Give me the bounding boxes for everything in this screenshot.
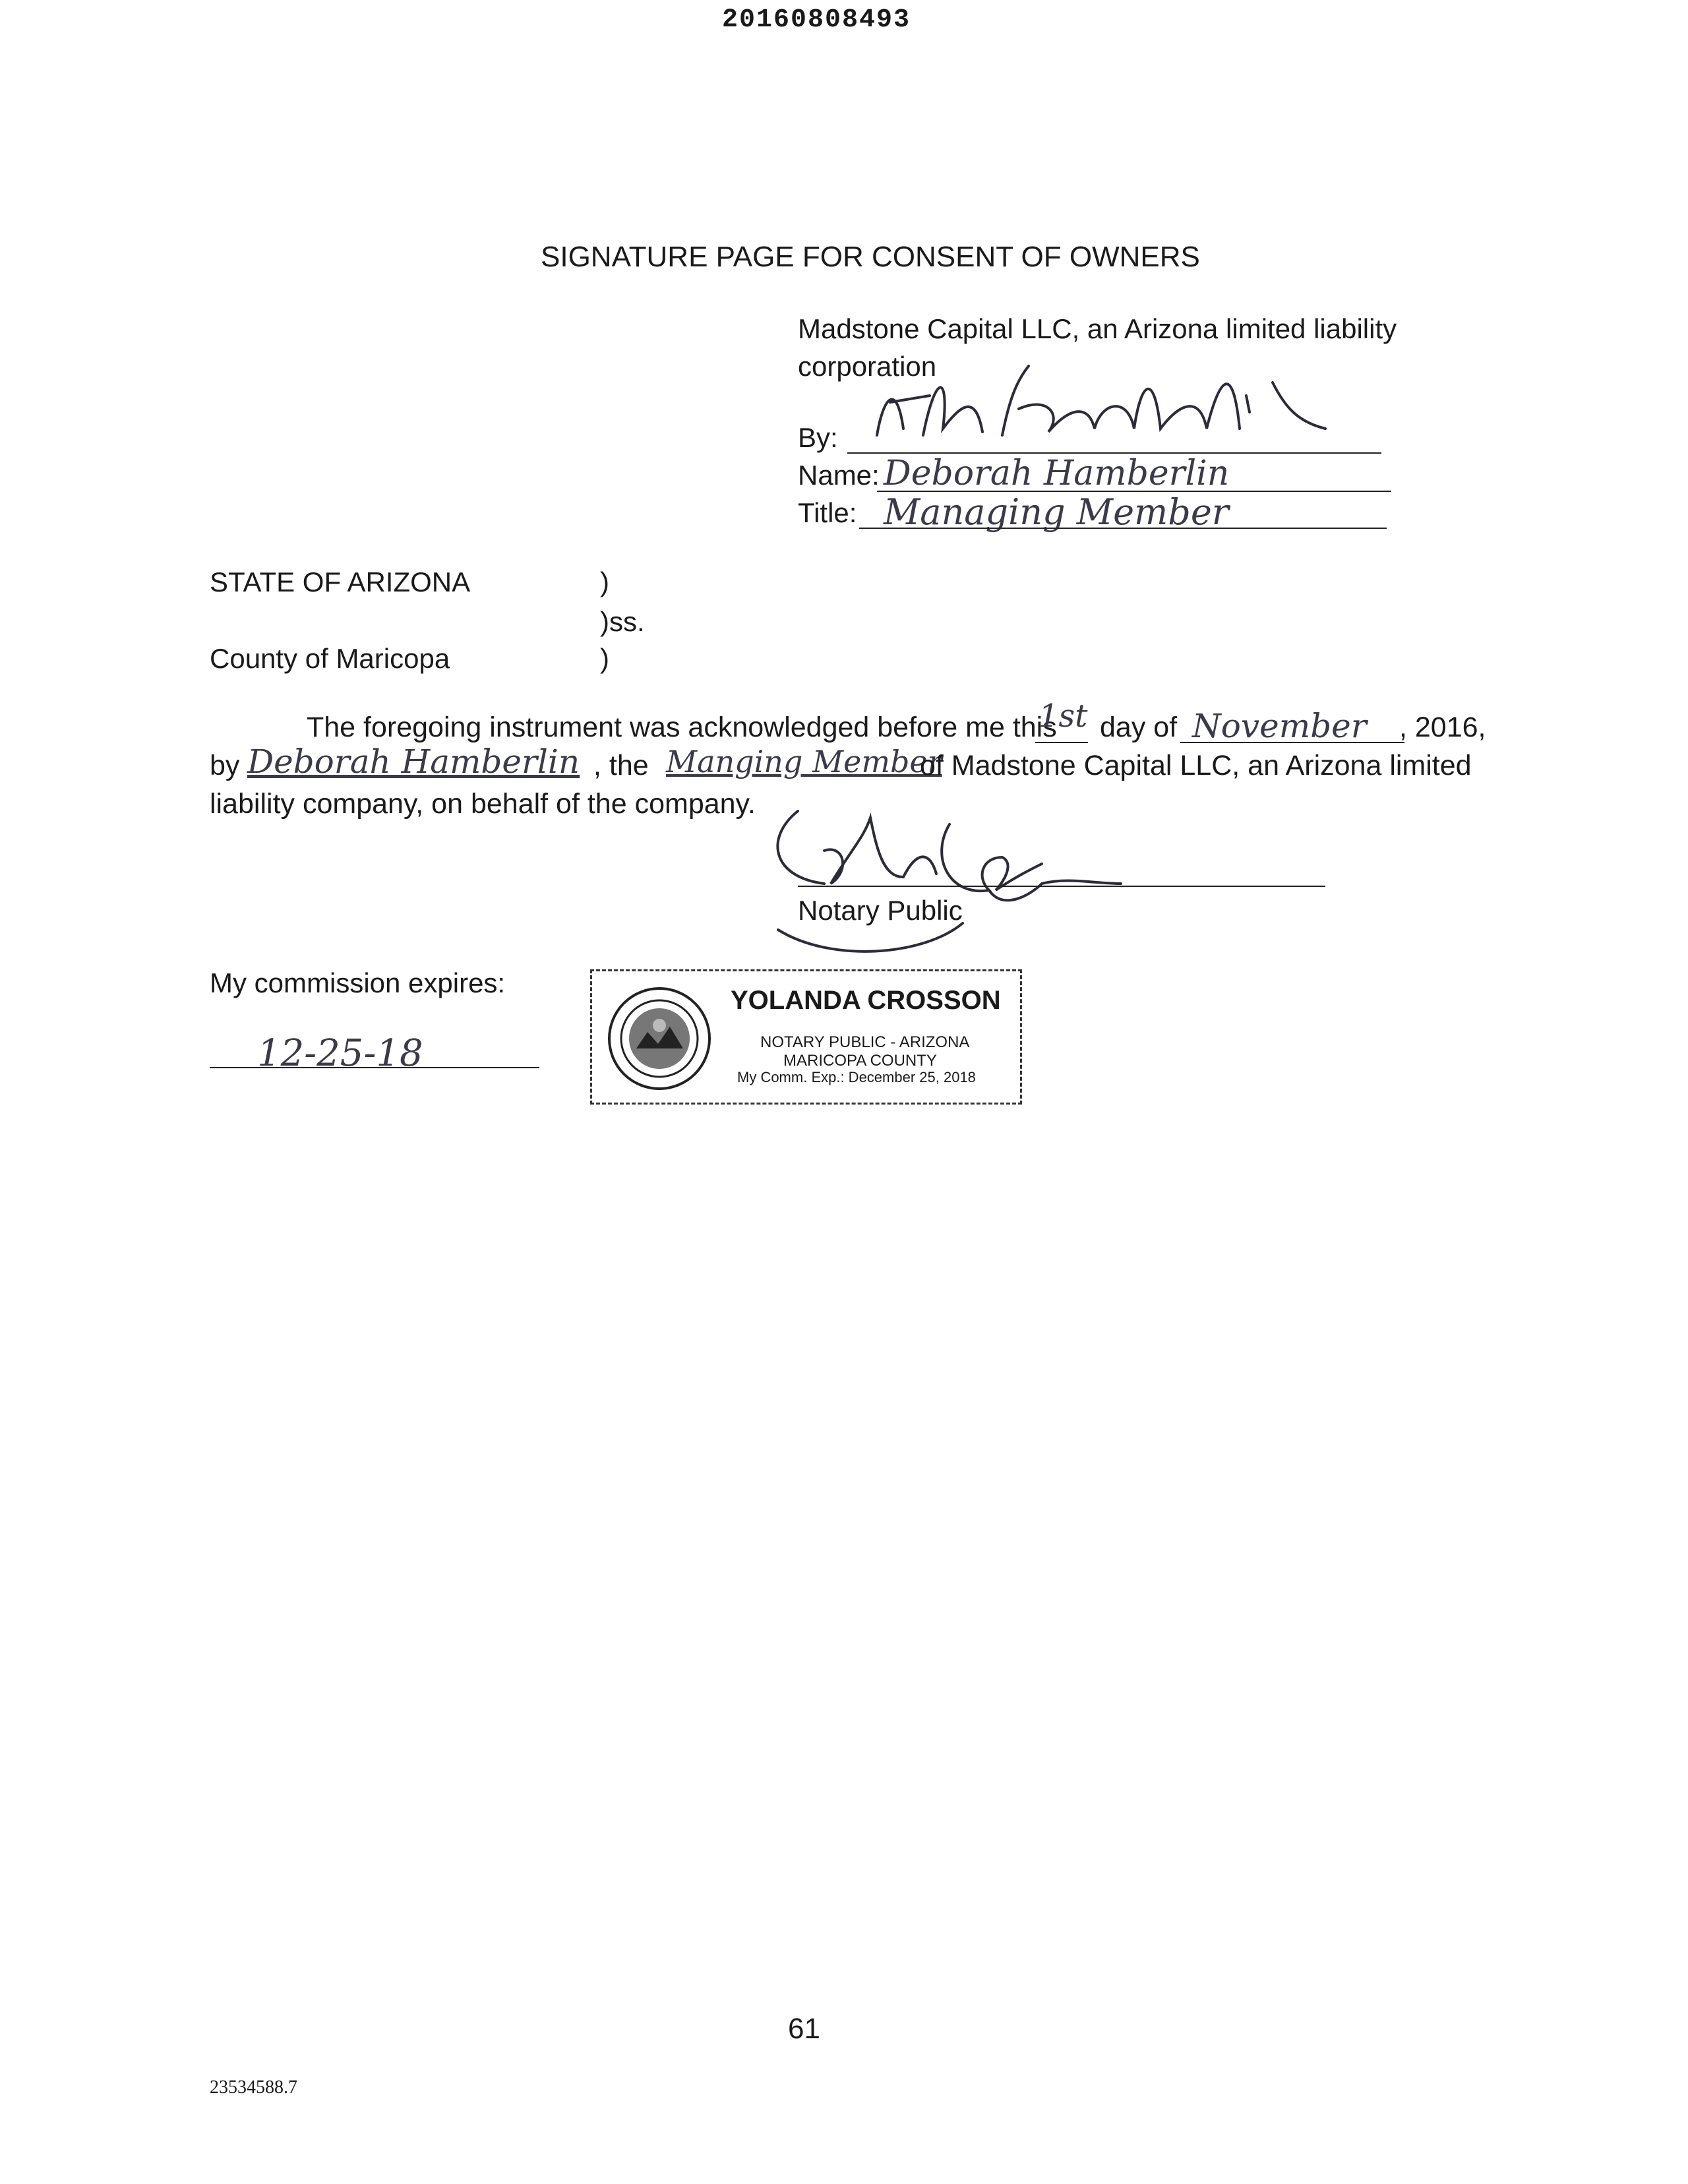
arizona-seal-icon (607, 986, 712, 1091)
venue-paren-open: ) (600, 566, 609, 597)
venue-ss: )ss. (600, 606, 645, 637)
ack-by: by (210, 750, 240, 781)
ack-text-1: The foregoing instrument was acknowledged before me this (307, 712, 1057, 743)
entity-line-1: Madstone Capital LLC, an Arizona limited liability (798, 313, 1397, 344)
notary-signature (752, 798, 1160, 969)
venue-paren-close: ) (600, 643, 609, 674)
page-title: SIGNATURE PAGE FOR CONSENT OF OWNERS (541, 241, 1200, 273)
day-value: 1st (1039, 698, 1088, 735)
role-value: Manging Member (666, 744, 942, 779)
notary-label: Notary Public (798, 895, 963, 926)
stamp-line-1: NOTARY PUBLIC - ARIZONA (760, 1033, 970, 1051)
county-label: County of Maricopa (210, 643, 450, 674)
commission-line (210, 1067, 539, 1068)
name-label: Name: (798, 460, 880, 491)
ack-day-of: day of (1100, 712, 1178, 743)
stamp-line-2: MARICOPA COUNTY (783, 1052, 937, 1070)
commission-label: My commission expires: (210, 967, 506, 998)
footer-code: 23534588.7 (210, 2077, 297, 2098)
ack-year: , 2016, (1399, 712, 1486, 743)
person-value: Deborah Hamberlin (247, 743, 580, 781)
title-line (859, 528, 1387, 529)
ack-line-3: liability company, on behalf of the company. (210, 788, 756, 820)
by-label: By: (798, 422, 838, 453)
entity-line-2: corporation (798, 351, 937, 382)
name-value: Deborah Hamberlin (884, 454, 1230, 493)
month-value: November (1192, 707, 1367, 745)
commission-value: 12-25-18 (257, 1032, 423, 1075)
state-label: STATE OF ARIZONA (210, 566, 471, 597)
title-value: Managing Member (884, 491, 1229, 533)
owner-signature (851, 356, 1339, 455)
stamp-name: YOLANDA CROSSON (731, 986, 1001, 1015)
day-line (1035, 742, 1088, 743)
notary-signature-line (798, 886, 1325, 887)
title-label: Title: (798, 497, 857, 528)
ack-line-1 (307, 713, 1057, 742)
document-number: 20160808493 (722, 5, 911, 35)
ack-company: of Madstone Capital LLC, an Arizona limited (920, 750, 1472, 781)
stamp-line-3: My Comm. Exp.: December 25, 2018 (737, 1069, 976, 1085)
notary-stamp (590, 969, 1022, 1105)
ack-the: , the (593, 750, 649, 781)
page-number: 61 (788, 2013, 820, 2045)
